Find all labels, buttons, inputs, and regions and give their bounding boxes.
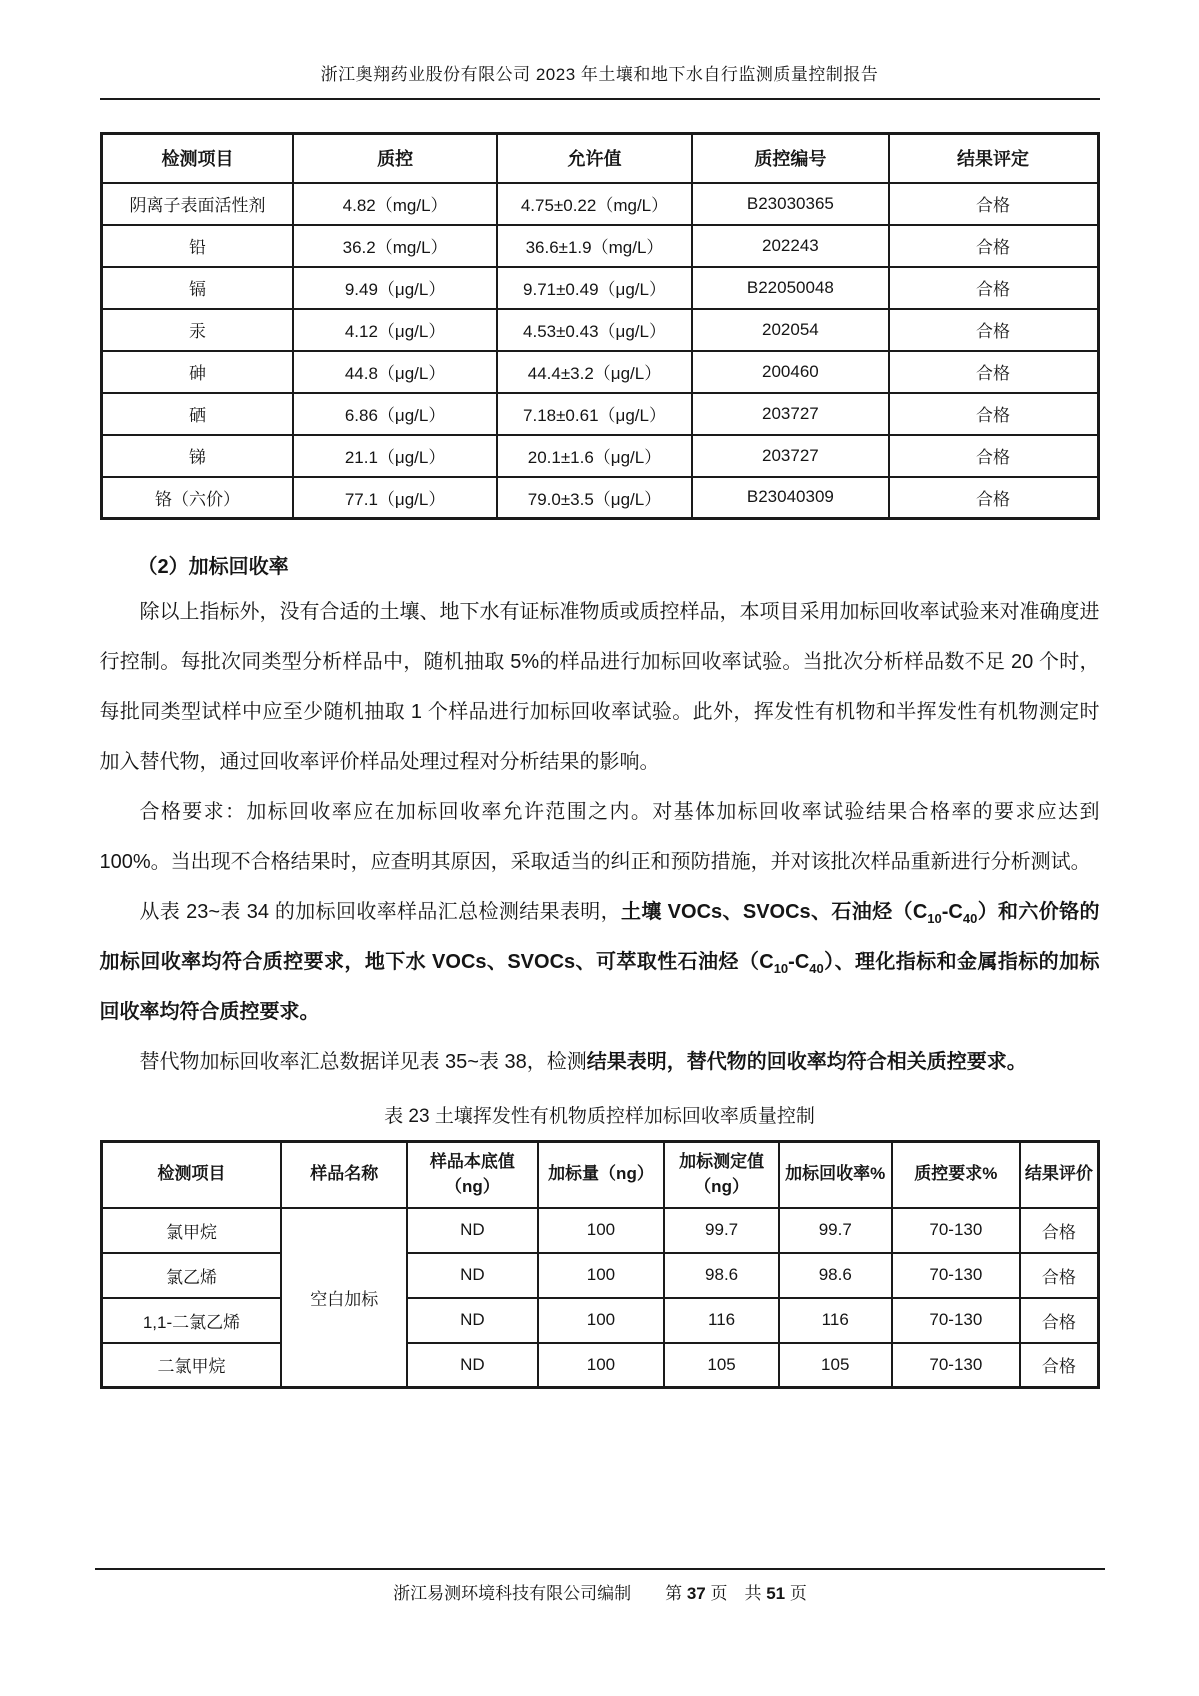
table-cell: 100 — [538, 1298, 665, 1343]
text-segment: 37 — [686, 1584, 706, 1603]
page-footer — [95, 1568, 1105, 1604]
table-cell: 100 — [538, 1343, 665, 1388]
table-cell: 氯甲烷 — [101, 1208, 281, 1253]
table-cell: 79.0±3.5（μg/L） — [497, 477, 692, 519]
table-cell: 合格 — [889, 435, 1098, 477]
table-row — [101, 267, 1098, 309]
text-segment: 从表 23~表 34 的加标回收率样品汇总检测结果表明， — [139, 901, 622, 923]
table-row — [101, 351, 1098, 393]
paragraph-accuracy-control: 除以上指标外，没有合适的土壤、地下水有证标准物质或质控样品，本项目采用加标回收率试验来对准确度进行控制。每批次同类型分析样品中，随机抽取 5%的样品进行加标回收率试验。当批次分析样品数不足 20 个时，每批同类型试样中应至少随机抽取 1 个样品进行加标回收率试验。此外，挥发性有机物和半挥发性有机物测定时加入替代物，通过回收率评价样品处理过程对分析结果的影响。 — [99, 601, 1100, 773]
table-cell: 合格 — [1020, 1208, 1098, 1253]
footer-rule — [95, 1568, 1105, 1570]
table-cell: 4.82（mg/L） — [293, 183, 496, 225]
column-header: 质控 — [293, 134, 496, 183]
table-cell: 20.1±1.6（μg/L） — [497, 435, 692, 477]
table-cell: 36.6±1.9（mg/L） — [497, 225, 692, 267]
table-cell: 77.1（μg/L） — [293, 477, 496, 519]
text-segment: 第 — [665, 1584, 687, 1603]
column-header: 加标回收率% — [779, 1142, 892, 1208]
report-title: 浙江奥翔药业股份有限公司 2023 年土壤和地下水自行监测质量控制报告 — [320, 65, 879, 84]
table-row — [101, 1298, 1098, 1343]
table-cell: 6.86（μg/L） — [293, 393, 496, 435]
page-number-info — [665, 1584, 807, 1603]
table-cell: 99.7 — [664, 1208, 779, 1253]
column-header: 检测项目 — [101, 1142, 281, 1208]
text-segment: -C — [941, 901, 963, 923]
table-cell: 98.6 — [779, 1253, 892, 1298]
text-segment: 土壤 VOCs、SVOCs、石油烃（C — [621, 901, 928, 923]
table-cell: 116 — [664, 1298, 779, 1343]
table-cell: 99.7 — [779, 1208, 892, 1253]
table-cell: 70-130 — [892, 1343, 1021, 1388]
table-cell: 镉 — [101, 267, 293, 309]
page-content — [100, 0, 1100, 1389]
table-cell: 砷 — [101, 351, 293, 393]
table-cell: 4.53±0.43（μg/L） — [497, 309, 692, 351]
table-cell: 21.1（μg/L） — [293, 435, 496, 477]
merged-sample-name-cell: 空白加标 — [281, 1208, 407, 1388]
text-segment: 10 — [773, 961, 789, 976]
table-row — [101, 1343, 1098, 1388]
paragraph-recovery-results — [100, 887, 1100, 1037]
table-cell: 阴离子表面活性剂 — [101, 183, 293, 225]
table-cell: 200460 — [692, 351, 888, 393]
text-segment: -C — [788, 951, 810, 973]
table-cell: 70-130 — [892, 1208, 1021, 1253]
column-header: 样品本底值（ng） — [407, 1142, 538, 1208]
table-cell: ND — [407, 1298, 538, 1343]
table-cell: 70-130 — [892, 1298, 1021, 1343]
column-header: 检测项目 — [101, 134, 293, 183]
publisher-text: 浙江易测环境科技有限公司编制 — [393, 1584, 632, 1603]
table-cell: ND — [407, 1343, 538, 1388]
qc-summary-table — [100, 132, 1100, 520]
table-cell: 98.6 — [664, 1253, 779, 1298]
table-cell: 合格 — [1020, 1343, 1098, 1388]
table-cell: 1,1-二氯乙烯 — [101, 1298, 281, 1343]
column-header: 质控要求% — [892, 1142, 1021, 1208]
table-cell: 硒 — [101, 393, 293, 435]
table-cell: 4.75±0.22（mg/L） — [497, 183, 692, 225]
table-cell: 36.2（mg/L） — [293, 225, 496, 267]
table-cell: 合格 — [889, 225, 1098, 267]
table-cell: B23030365 — [692, 183, 888, 225]
paragraph-pass-requirement: 合格要求：加标回收率应在加标回收率允许范围之内。对基体加标回收率试验结果合格率的要求应达到 100%。当出现不合格结果时，应查明其原因，采取适当的纠正和预防措施，并对该批次样品重新进行分析测试。 — [99, 801, 1100, 873]
table-cell: B23040309 — [692, 477, 888, 519]
table-cell: 44.4±3.2（μg/L） — [497, 351, 692, 393]
table-cell: 合格 — [889, 477, 1098, 519]
table-row — [101, 435, 1098, 477]
table-cell: 100 — [538, 1208, 665, 1253]
voc-recovery-table — [100, 1140, 1100, 1389]
column-header: 结果评价 — [1020, 1142, 1098, 1208]
table-cell: ND — [407, 1208, 538, 1253]
table-cell: 7.18±0.61（μg/L） — [497, 393, 692, 435]
table-cell: 105 — [664, 1343, 779, 1388]
table-cell: 合格 — [889, 393, 1098, 435]
table-cell: 9.71±0.49（μg/L） — [497, 267, 692, 309]
table-cell: B22050048 — [692, 267, 888, 309]
table-row — [101, 477, 1098, 519]
table-cell: 合格 — [889, 183, 1098, 225]
table-cell: 70-130 — [892, 1253, 1021, 1298]
table-cell: 锑 — [101, 435, 293, 477]
table-row — [101, 1208, 1098, 1253]
text-segment: 40 — [809, 961, 824, 976]
text-segment: 页 共 — [705, 1584, 767, 1603]
table-row — [101, 225, 1098, 267]
table-header-row — [101, 134, 1098, 183]
table-cell: 202243 — [692, 225, 888, 267]
table-cell: 203727 — [692, 435, 888, 477]
table-cell: 铅 — [101, 225, 293, 267]
table-cell: 105 — [779, 1343, 892, 1388]
table23-caption: 表 23 土壤挥发性有机物质控样加标回收率质量控制 — [384, 1106, 815, 1127]
table-cell: 氯乙烯 — [101, 1253, 281, 1298]
table-cell: 9.49（μg/L） — [293, 267, 496, 309]
column-header: 样品名称 — [281, 1142, 407, 1208]
table-cell: 合格 — [889, 309, 1098, 351]
text-segment: 10 — [927, 911, 942, 926]
table-cell: 合格 — [889, 351, 1098, 393]
column-header: 质控编号 — [692, 134, 888, 183]
section-heading: （2）加标回收率 — [137, 556, 289, 578]
text-segment: ）和六价铬的加标回收率均符合质控要求，地下水 VOCs、SVOCs、可萃取性石油烃（C — [99, 901, 1100, 973]
text-segment: 51 — [766, 1584, 786, 1603]
table-cell: 203727 — [692, 393, 888, 435]
paragraph-surrogate-recovery — [100, 1037, 1100, 1087]
table-cell: 铬（六价） — [101, 477, 293, 519]
text-segment: ）、理化指标和金属指标的加标回收率均符合质控要求。 — [99, 951, 1100, 1023]
table-cell: 116 — [779, 1298, 892, 1343]
table-row — [101, 1253, 1098, 1298]
table-cell: 4.12（μg/L） — [293, 309, 496, 351]
table-cell: 44.8（μg/L） — [293, 351, 496, 393]
table-row — [101, 183, 1098, 225]
table-row — [101, 309, 1098, 351]
column-header: 结果评定 — [889, 134, 1098, 183]
column-header: 加标量（ng） — [538, 1142, 665, 1208]
text-segment: 结果表明，替代物的回收率均符合相关质控要求。 — [586, 1051, 1027, 1073]
table-cell: 合格 — [889, 267, 1098, 309]
column-header: 加标测定值（ng） — [664, 1142, 779, 1208]
text-segment: 40 — [962, 911, 978, 926]
header-rule — [100, 98, 1100, 100]
footer-text — [95, 1579, 1105, 1604]
table-cell: 合格 — [1020, 1298, 1098, 1343]
table-header-row — [101, 1142, 1098, 1208]
column-header: 允许值 — [497, 134, 692, 183]
table-cell: 202054 — [692, 309, 888, 351]
text-segment: 替代物加标回收率汇总数据详见表 35~表 38，检测 — [139, 1051, 587, 1073]
table-row — [101, 393, 1098, 435]
table-cell: ND — [407, 1253, 538, 1298]
text-segment: 页 — [785, 1584, 807, 1603]
table-cell: 合格 — [1020, 1253, 1098, 1298]
table-cell: 100 — [538, 1253, 665, 1298]
table-cell: 二氯甲烷 — [101, 1343, 281, 1388]
table-cell: 汞 — [101, 309, 293, 351]
